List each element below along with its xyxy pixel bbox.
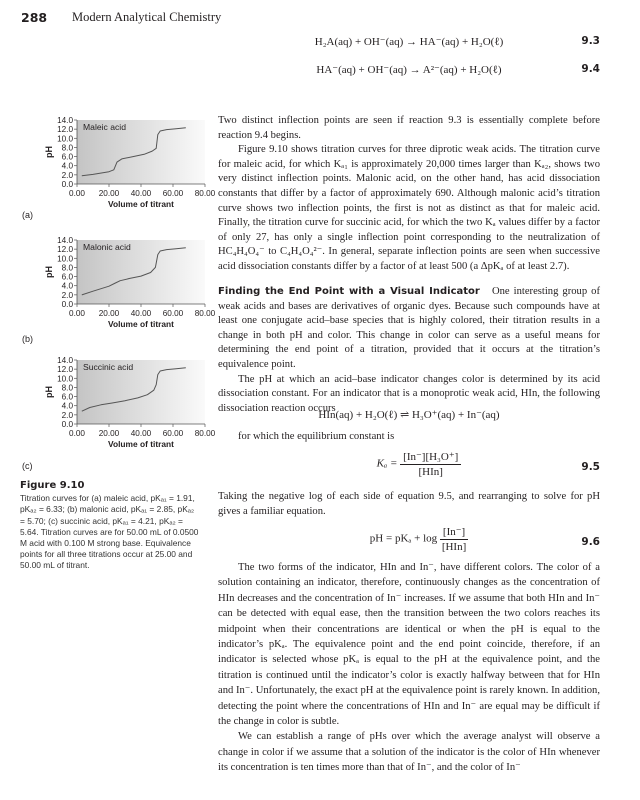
figure-title: Figure 9.10 (20, 480, 85, 491)
caption-text: Titration curves for (a) maleic acid, pKₐ₁ = 1.91, pKₐ₂ = 6.33; (b) malonic acid, pKₐ₁ = 2.85, pKₐ₂ = 5.70; (c) succinic acid, pKₐ₁ = 4.21, pKₐ₂ = 5.64. Titration curves are for 50.00 mL of 0.0500 M acid with 0.100 M strong base. Equivalence points for all three titrations occur at 25.00 and 50.00 mL of titrant. (20, 493, 199, 571)
y-tick-label: 4.0 (61, 161, 73, 171)
y-tick-label: 4.0 (61, 401, 73, 411)
x-tick-label: 0.00 (69, 429, 85, 438)
y-tick-label: 0.0 (61, 300, 73, 309)
section-heading: Finding the End Point with a Visual Indicator (218, 286, 480, 297)
running-title: Modern Analytical Chemistry (72, 10, 222, 24)
x-tick-label: 20.00 (98, 429, 120, 438)
x-tick-label: 40.00 (130, 309, 152, 318)
chart-malonic-acid (40, 234, 220, 334)
paragraph: for which the equilibrium constant is (238, 431, 395, 442)
y-tick-label: 12.0 (57, 125, 73, 135)
y-tick-label: 6.0 (61, 152, 73, 162)
y-tick-label: 10.0 (57, 134, 73, 144)
x-tick-label: 40.00 (130, 429, 152, 438)
paragraph: Figure 9.10 shows titration curves for three diprotic weak acids. The titration curve for maleic acid, for which Kₐ₁ is approximately 20,000 times larger than Kₐ₂, shows two very distinct inflection points. Malonic acid, on the other hand, has acid dissociation constants that differ by a factor of approximately 690. Although malonic acid’s titration curve shows two inflection points, the first is not as distinct as that for maleic acid. Finally, the titration curve for succinic acid, for which the two Kₐ values differ by a factor of only 27, has only a single inflection point corresponding to the neutralization of HC₄H₄O₄⁻ to C₄H₄O₄²⁻. In general, separate inflection points are seen when successive acid dissociation constants differ by a factor of at least 500 (a ΔpKₐ of at least 2.7). (218, 144, 600, 272)
x-tick-label: 0.00 (69, 189, 85, 198)
y-tick-label: 8.0 (61, 143, 73, 153)
x-tick-label: 80.00 (194, 309, 216, 318)
y-tick-label: 14.0 (57, 356, 73, 365)
x-tick-label: 40.00 (130, 189, 152, 198)
equation-lhs: Kₐ = (376, 457, 398, 470)
x-axis-label: Volume of titrant (108, 199, 174, 209)
page-number: 288 (21, 10, 48, 25)
equation-9-6 (218, 525, 600, 559)
body-block-4 (218, 490, 600, 519)
body-block-2 (218, 285, 600, 416)
figure-caption (20, 480, 200, 572)
equation-9-3 (218, 35, 600, 48)
x-tick-label: 60.00 (162, 189, 184, 198)
y-tick-label: 8.0 (61, 263, 73, 273)
y-tick-label: 12.0 (57, 365, 73, 375)
chart-title: Malonic acid (83, 242, 131, 252)
y-tick-label: 10.0 (57, 374, 73, 384)
equation-indicator-dissociation (218, 408, 600, 421)
equation-text: HIn(aq) + H₂O(ℓ) ⇌ H₃O⁺(aq) + In⁻(aq) (318, 409, 500, 421)
y-tick-label: 4.0 (61, 281, 73, 291)
y-tick-label: 2.0 (61, 410, 73, 420)
numerator: [In⁻][H₃O⁺] (400, 450, 461, 465)
numerator: [In⁻] (440, 525, 468, 540)
equation-9-5 (218, 450, 600, 484)
y-tick-label: 8.0 (61, 383, 73, 393)
body-block-5 (218, 560, 600, 776)
y-tick-label: 6.0 (61, 272, 73, 282)
y-tick-label: 12.0 (57, 245, 73, 255)
fraction (400, 450, 461, 478)
equation-number: 9.6 (581, 536, 600, 548)
y-tick-label: 2.0 (61, 290, 73, 300)
equation-number: 9.4 (581, 63, 600, 75)
denominator: [HIn] (441, 541, 467, 553)
x-tick-label: 80.00 (194, 189, 216, 198)
chart-succinic-acid (40, 354, 220, 454)
fraction (440, 525, 468, 553)
equation-text: HA⁻(aq) + OH⁻(aq) → A²⁻(aq) + H₂O(ℓ) (316, 64, 502, 76)
paragraph: Two distinct inflection points are seen if reaction 9.3 is essentially complete before reaction 9.4 begins. (218, 115, 600, 141)
x-tick-label: 0.00 (69, 309, 85, 318)
x-axis-label: Volume of titrant (108, 319, 174, 329)
x-tick-label: 60.00 (162, 429, 184, 438)
equation-lhs: pH = pKₐ + log (369, 532, 438, 545)
chart-maleic-acid (40, 114, 220, 214)
body-block-1 (218, 114, 600, 275)
x-tick-label: 80.00 (194, 429, 216, 438)
paragraph: The pH at which an acid–base indicator changes color is determined by its acid dissociation constant. For an indicator that is a monoprotic weak acid, HIn, the following dissociation reaction occurs (218, 373, 600, 414)
equation-number: 9.3 (581, 35, 600, 47)
panel-label: (c) (22, 461, 33, 471)
y-tick-label: 14.0 (57, 116, 73, 125)
y-axis-label: pH (44, 146, 54, 158)
y-tick-label: 6.0 (61, 392, 73, 402)
y-axis-label: pH (44, 266, 54, 278)
x-tick-label: 60.00 (162, 309, 184, 318)
equation-9-4 (218, 63, 600, 76)
x-tick-label: 20.00 (98, 309, 120, 318)
y-tick-label: 2.0 (61, 170, 73, 180)
paragraph: The two forms of the indicator, HIn and In⁻, have different colors. The color of a solution containing an indicator, therefore, continuously changes as the concentration of HIn decreases and the concentration of In⁻ increases. If we assume that both HIn and In⁻ can be detected with equal ease, then the transition between the two colors reaches its midpoint when their concentrations are identical or when the pH is equal to the indicator’s pKₐ. The equivalence point and the end point coincide, therefore, if an indicator is selected whose pKₐ is equal to the pH at the equivalence point, and the titration is continued until the indicator’s color is exactly halfway between that for HIn and In⁻. Unfortunately, the exact pH at the equivalence point is rarely known. In addition, detecting the point where the concentrations of HIn and In⁻ are equal may be difficult if the change in color is subtle. (218, 562, 600, 728)
y-tick-label: 14.0 (57, 236, 73, 245)
equation-text: H₂A(aq) + OH⁻(aq) → HA⁻(aq) + H₂O(ℓ) (314, 36, 504, 48)
x-axis-label: Volume of titrant (108, 439, 174, 449)
y-axis-label: pH (44, 386, 54, 398)
y-tick-label: 10.0 (57, 254, 73, 264)
chart-title: Maleic acid (83, 122, 126, 132)
panel-label: (a) (22, 210, 33, 220)
chart-title: Succinic acid (83, 362, 134, 372)
x-tick-label: 20.00 (98, 189, 120, 198)
paragraph: One interesting group of weak acids and bases are derivatives of organic dyes. Because such compounds have at least one conjugate acid–base species that is highly colored, their titration results in a change in both pH and color. This change in color can serve as a useful means for determining the end point of a titration, provided that it occurs at the titration’s equivalence point. (218, 286, 600, 370)
panel-label: (b) (22, 334, 33, 344)
y-tick-label: 0.0 (61, 180, 73, 189)
equation-number: 9.5 (581, 461, 600, 473)
y-tick-label: 0.0 (61, 420, 73, 429)
body-block-3 (218, 430, 600, 445)
denominator: [HIn] (418, 466, 443, 478)
paragraph: Taking the negative log of each side of equation 9.5, and rearranging to solve for pH gives a familiar equation. (218, 491, 600, 517)
paragraph: We can establish a range of pHs over which the average analyst will observe a change in color if we assume that a solution of the indicator is the color of HIn whenever its concentration is ten times more than that of In⁻, and the color of In⁻ (218, 731, 600, 774)
